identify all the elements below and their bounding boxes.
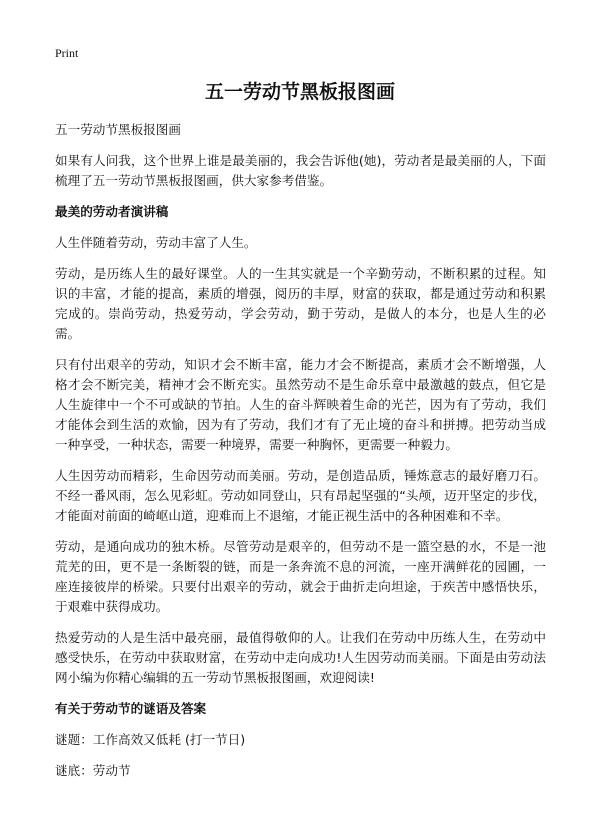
page-title: 五一劳动节黑板报图画 [204, 81, 395, 103]
intro-paragraph: 如果有人问我，这个世界上谁是最美丽的，我会告诉他(她)，劳动者是最美丽的人，下面梳理了五一劳动节黑板报图画，供大家参考借鉴。 [55, 153, 546, 188]
riddle-question: 谜题：工作高效又低耗 (打一节日) [55, 732, 246, 747]
section-heading-speech: 最美的劳动者演讲稿 [55, 204, 169, 219]
section-heading-riddles: 有关于劳动节的谜语及答案 [55, 701, 207, 716]
article-body [55, 120, 546, 792]
article-subtitle: 五一劳动节黑板报图画 [55, 122, 181, 137]
speech-paragraph-1: 人生伴随着劳动，劳动丰富了人生。 [55, 235, 257, 250]
speech-paragraph-6: 热爱劳动的人是生活中最亮丽，最值得敬仰的人。让我们在劳动中历练人生，在劳动中感受快乐，在劳动中获取财富，在劳动中走向成功!人生因劳动而美丽。下面是由劳动法网小编为你精心编辑的五一劳动节黑板报图画，欢迎阅读! [55, 630, 546, 685]
speech-paragraph-2: 劳动，是历练人生的最好课堂。人的一生其实就是一个辛勤劳动，不断积累的过程。知识的丰富，才能的提高，素质的增强，阅历的丰厚，财富的获取，都是通过劳动和积累完成的。崇尚劳动，热爱劳动，学会劳动，勤于劳动，是做人的本分，也是人生的必需。 [55, 266, 546, 341]
speech-paragraph-3: 只有付出艰辛的劳动，知识才会不断丰富，能力才会不断提高，素质才会不断增强，人格才会不断完美，精神才会不断充实。虽然劳动不是生命乐章中最激越的鼓点，但它是人生旋律中一个不可或缺的节拍。人生的奋斗辉映着生命的光芒，因为有了劳动，我们才能体会到生活的欢愉，因为有了劳动，我们才有了无止境的奋斗和拼搏。把劳动当成一种享受，一种状态，需要一种境界，需要一种胸怀，更需要一种毅力。 [55, 357, 546, 452]
speech-paragraph-5: 劳动，是通向成功的独木桥。尽管劳动是艰辛的，但劳动不是一篮空悬的水，不是一池荒芜的田，更不是一条断裂的链，而是一条奔流不息的河流，一座开满鲜花的园圃，一座连接彼岸的桥梁。只要付出艰辛的劳动，就会于曲折走向坦途，于疾苦中感悟快乐，于艰难中获得成功。 [55, 539, 546, 614]
print-link[interactable]: Print [55, 46, 79, 60]
riddle-answer: 谜底：劳动节 [55, 763, 131, 778]
speech-paragraph-4: 人生因劳动而精彩，生命因劳动而美丽。劳动，是创造品质，锤炼意志的最好磨刀石。不经一番风雨，怎么见彩虹。劳动如同登山，只有昂起坚强的“头颅，迈开坚定的步伐，才能面对前面的崎岖山道，迎难而上不退缩，才能正视生活中的各种困难和不幸。 [55, 468, 546, 523]
